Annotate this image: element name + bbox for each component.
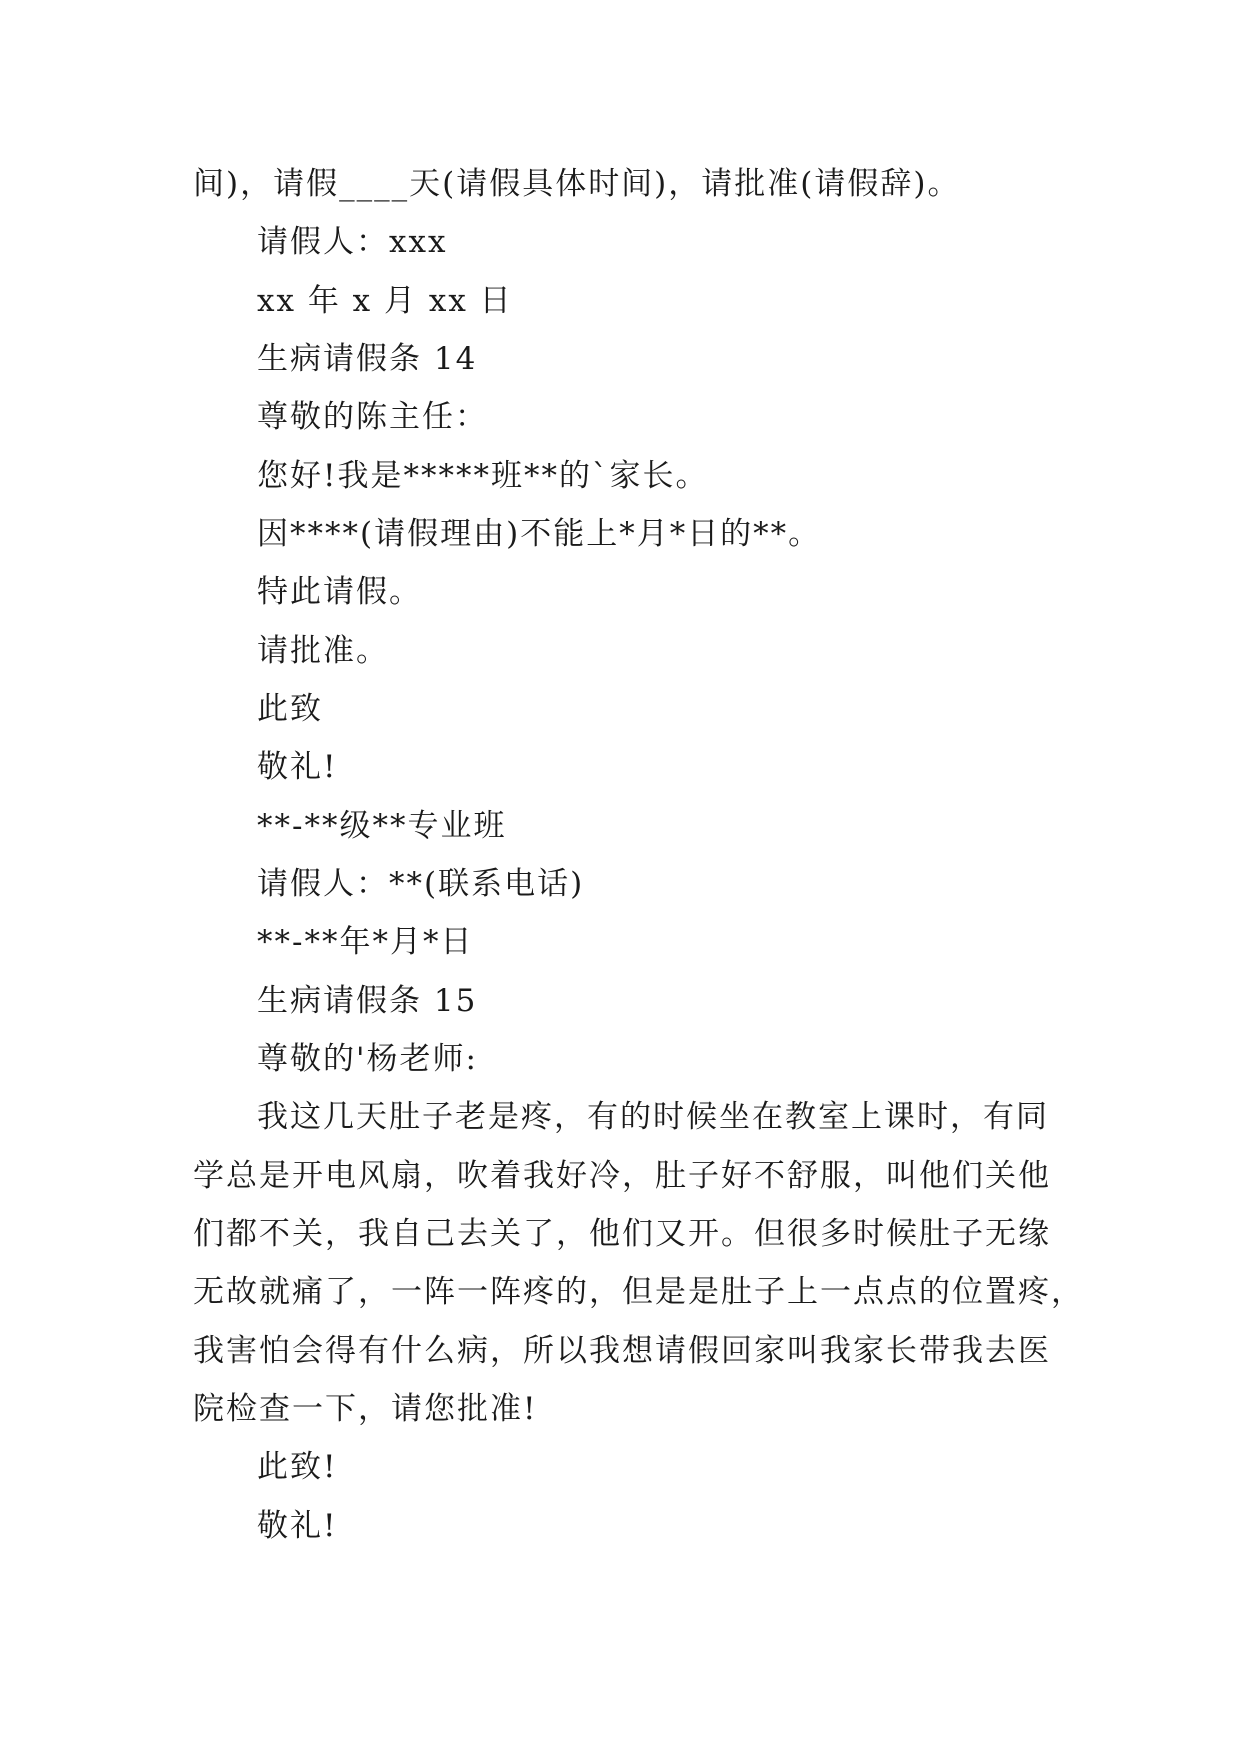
paragraph-line: 们都不关，我自己去关了，他们又开。但很多时候肚子无缘 [193, 1216, 1051, 1252]
salutation: 尊敬的陈主任： [257, 399, 488, 435]
text-line: 因****(请假理由)不能上*月*日的**。 [257, 516, 822, 552]
text-line: **-**级**专业班 [257, 808, 507, 844]
section-heading: 生病请假条 14 [257, 341, 478, 377]
paragraph-line: 学总是开电风扇，吹着我好冷，肚子好不舒服，叫他们关他 [193, 1158, 1051, 1194]
salutation: 尊敬的'杨老师: [257, 1041, 478, 1077]
closing: 此致 [257, 691, 323, 727]
text-line: 请假人：xxx [257, 224, 448, 260]
closing: 此致! [257, 1449, 338, 1485]
text-line: 间)，请假____天(请假具体时间)，请批准(请假辞)。 [193, 166, 961, 202]
section-heading: 生病请假条 15 [257, 983, 478, 1019]
paragraph-line: 我害怕会得有什么病，所以我想请假回家叫我家长带我去医 [193, 1333, 1051, 1369]
text-line: 特此请假。 [257, 574, 422, 610]
text-line: 请批准。 [257, 633, 389, 669]
date-line: **-**年*月*日 [257, 924, 474, 960]
closing: 敬礼! [257, 1508, 338, 1544]
closing: 敬礼! [257, 749, 338, 785]
paragraph-line: 院检查一下，请您批准! [193, 1391, 538, 1427]
paragraph-line: 我这几天肚子老是疼，有的时候坐在教室上课时，有同 [257, 1099, 1049, 1135]
text-line: 您好!我是*****班**的`家长。 [257, 458, 709, 494]
text-line: xx 年 x 月 xx 日 [257, 283, 513, 319]
paragraph-line: 无故就痛了，一阵一阵疼的，但是是肚子上一点点的位置疼， [193, 1274, 1084, 1310]
text-line: 请假人：**(联系电话) [257, 866, 585, 902]
